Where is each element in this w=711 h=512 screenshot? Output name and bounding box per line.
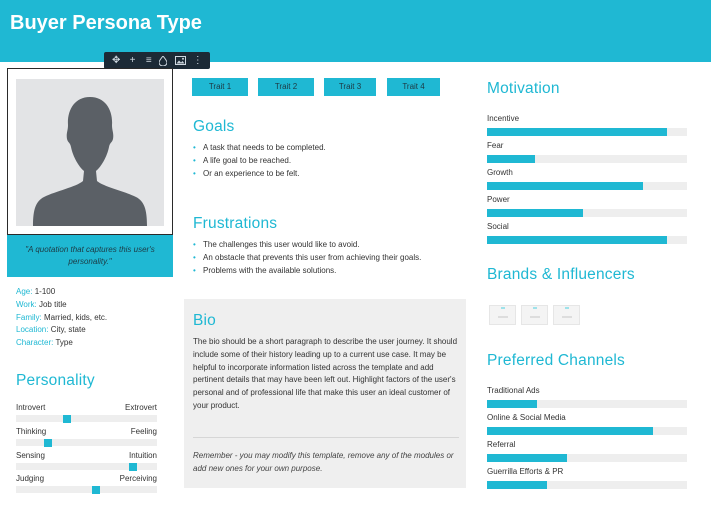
bar-track[interactable]	[487, 427, 687, 435]
bar-fill	[487, 481, 547, 489]
slider-handle[interactable]	[44, 439, 52, 447]
slider-left-label: Thinking	[16, 427, 47, 436]
personality-slider	[16, 427, 157, 446]
motivation-bar	[487, 141, 687, 163]
bio-divider	[193, 437, 459, 438]
list-item[interactable]: • A life goal to be reached.	[193, 154, 326, 167]
brand-logo-1[interactable]	[489, 305, 516, 325]
bar-fill	[487, 128, 667, 136]
motivation-bar	[487, 195, 687, 217]
frustrations-list	[193, 238, 421, 277]
channel-bar	[487, 467, 687, 489]
bar-label: Traditional Ads	[487, 386, 540, 395]
bar-label: Incentive	[487, 114, 520, 123]
trait-tag-4[interactable]: Trait 4	[387, 78, 440, 96]
bar-track[interactable]	[487, 454, 687, 462]
bar-fill	[487, 236, 667, 244]
color-drop-icon[interactable]	[159, 56, 171, 66]
trait-tag-3[interactable]: Trait 3	[324, 78, 376, 96]
brand-logo-3[interactable]	[553, 305, 580, 325]
bar-track[interactable]	[487, 236, 687, 244]
frustrations-title[interactable]: Frustrations	[193, 215, 278, 232]
bar-track[interactable]	[487, 481, 687, 489]
channels-title[interactable]: Preferred Channels	[487, 352, 626, 369]
motivation-bar	[487, 114, 687, 136]
motivation-bar	[487, 222, 687, 244]
slider-handle[interactable]	[92, 486, 100, 494]
slider-left-label: Sensing	[16, 451, 45, 460]
traits-row	[192, 78, 440, 96]
bio-note[interactable]: Remember - you may modify this template, remove any of the modules or add new ones for your own purpose.	[193, 451, 454, 473]
bar-track[interactable]	[487, 182, 687, 190]
brands-title[interactable]: Brands & Influencers	[487, 266, 635, 283]
trait-tag-2[interactable]: Trait 2	[258, 78, 314, 96]
channel-bar	[487, 413, 687, 435]
personality-slider	[16, 474, 157, 493]
motivation-title[interactable]: Motivation	[487, 80, 560, 97]
bar-fill	[487, 454, 567, 462]
quote-text[interactable]: "A quotation that captures this user's personality."	[25, 245, 155, 266]
brand-logo-2[interactable]	[521, 305, 548, 325]
bio-title[interactable]: Bio	[193, 312, 217, 329]
slider-left-label: Introvert	[16, 403, 46, 412]
channel-bar	[487, 386, 687, 408]
page-title[interactable]: Buyer Persona Type	[10, 12, 202, 34]
fact-age[interactable]: Age: 1-100	[16, 287, 56, 296]
list-item[interactable]: • An obstacle that prevents this user from achieving their goals.	[193, 251, 421, 264]
list-item[interactable]: • The challenges this user would like to avoid.	[193, 238, 421, 251]
bar-fill	[487, 182, 643, 190]
bio-panel	[184, 299, 466, 488]
bar-fill	[487, 155, 535, 163]
list-item[interactable]: • Or an experience to be felt.	[193, 167, 326, 180]
motivation-bar	[487, 168, 687, 190]
personality-slider	[16, 451, 157, 470]
bio-text[interactable]: The bio should be a short paragraph to describe the user journey. It should include some of their history leading up to a current use case. It may be helpful to incorporate information listed across the template and add pertinent details that may have been left out. Highlight factors of the user's personal and of professional life that make this user an ideal customer of your product.	[193, 337, 458, 410]
slider-right-label: Perceiving	[119, 474, 157, 483]
bar-label: Online & Social Media	[487, 413, 566, 422]
bar-label: Power	[487, 195, 510, 204]
persona-quote	[7, 235, 173, 277]
move-icon[interactable]: ✥	[111, 55, 121, 66]
goals-list	[193, 141, 326, 180]
personality-title[interactable]: Personality	[16, 372, 95, 389]
list-item[interactable]: • Problems with the available solutions.	[193, 264, 421, 277]
slider-left-label: Judging	[16, 474, 45, 483]
fact-family[interactable]: Family: Married, kids, etc.	[16, 312, 108, 322]
slider-handle[interactable]	[129, 463, 137, 471]
image-icon[interactable]	[175, 56, 187, 65]
slider-track[interactable]	[16, 439, 157, 446]
user-silhouette-icon	[16, 79, 164, 226]
persona-photo-placeholder	[16, 79, 164, 226]
slider-track[interactable]	[16, 463, 157, 470]
list-item[interactable]: • A task that needs to be completed.	[193, 141, 326, 154]
persona-photo-frame[interactable]	[7, 68, 173, 235]
bar-label: Guerrilla Efforts & PR	[487, 467, 564, 476]
slider-right-label: Feeling	[130, 427, 157, 436]
slider-handle[interactable]	[63, 415, 71, 423]
bar-label: Social	[487, 222, 509, 231]
bar-label: Growth	[487, 168, 513, 177]
bar-fill	[487, 400, 537, 408]
bar-track[interactable]	[487, 128, 687, 136]
slider-right-label: Intuition	[128, 451, 157, 460]
personality-slider	[16, 403, 157, 422]
channel-bar	[487, 440, 687, 462]
bar-track[interactable]	[487, 209, 687, 217]
add-icon[interactable]: +	[129, 55, 136, 66]
bar-label: Fear	[487, 141, 504, 150]
bar-label: Referral	[487, 440, 516, 449]
fact-character[interactable]: Character: Type	[16, 338, 73, 348]
bar-track[interactable]	[487, 155, 687, 163]
floating-toolbar	[104, 52, 210, 69]
bar-fill	[487, 427, 653, 435]
persona-facts	[16, 286, 107, 350]
align-icon[interactable]: ≡	[145, 55, 152, 66]
slider-track[interactable]	[16, 486, 157, 493]
brand-logos	[489, 305, 580, 325]
fact-work[interactable]: Work: Job title	[16, 299, 67, 309]
bar-track[interactable]	[487, 400, 687, 408]
fact-location[interactable]: Location: City, state	[16, 325, 86, 335]
slider-track[interactable]	[16, 415, 157, 422]
goals-title[interactable]: Goals	[193, 118, 235, 135]
more-vertical-icon[interactable]: ⋮	[192, 55, 203, 66]
bar-fill	[487, 209, 583, 217]
slider-right-label: Extrovert	[124, 403, 157, 412]
trait-tag-1[interactable]: Trait 1	[192, 78, 248, 96]
